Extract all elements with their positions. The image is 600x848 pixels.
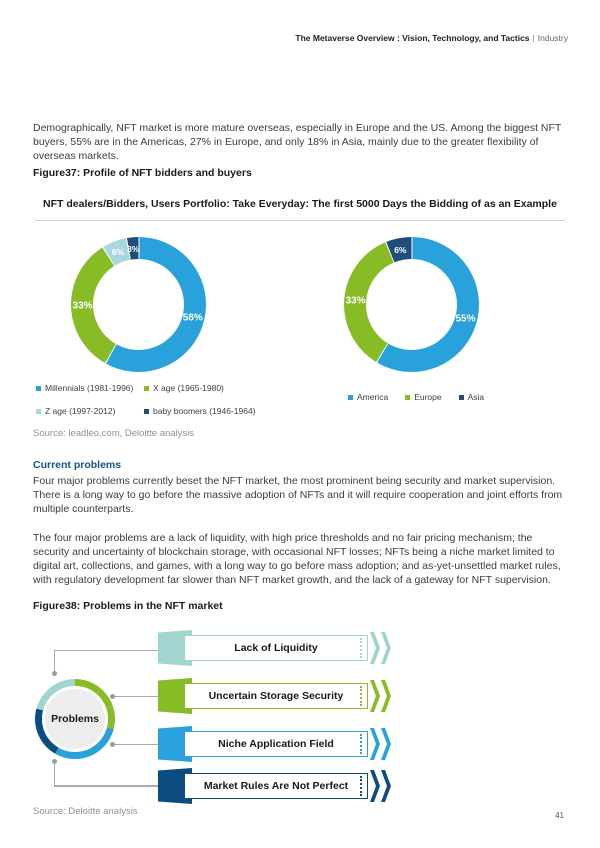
- header-section: Industry: [537, 33, 568, 43]
- figure38-source: Source: Deloitte analysis: [33, 806, 138, 817]
- connector-line: [54, 785, 158, 787]
- legend-item: [405, 392, 441, 402]
- chevron-icon: [370, 632, 380, 664]
- figure37-chart: [33, 196, 567, 426]
- donut-data-label: 6%: [111, 247, 125, 258]
- page-header: [295, 33, 568, 43]
- legend-marker-icon: [36, 409, 41, 414]
- header-separator: |: [532, 33, 535, 43]
- donut-data-label: 33%: [72, 300, 93, 312]
- banner-label: Lack of Liquidity: [184, 635, 368, 661]
- current-problems-heading: Current problems: [33, 459, 122, 471]
- chart-title: NFT dealers/Bidders, Users Portfolio: Take Everyday: The first 5000 Days the Bidding of as an Example: [43, 198, 557, 210]
- legend-marker-icon: [459, 395, 464, 400]
- donut-data-label: 55%: [455, 313, 476, 325]
- dotted-line: [360, 734, 362, 754]
- problems-paragraph-1: Four major problems currently beset the NFT market, the most prominent being security and market supervision. There is a long way to go before the massive adoption of NFTs and it will require cooperation and joint efforts from multiple counterparts.: [33, 475, 563, 515]
- donut-hole: [93, 259, 184, 350]
- donut-chart-demographics: [71, 237, 206, 372]
- legend-item: [36, 383, 144, 393]
- legend-item: [144, 383, 224, 393]
- banner-label: Market Rules Are Not Perfect: [184, 773, 368, 799]
- problems-paragraph-2: The four major problems are a lack of liquidity, with high price thresholds and no fair pricing mechanism; the security and uncertainty of blockchain storage, with occasional NFT losses; NFTs being a niche market limited to digital art, collections, and games, with a long way to go before mass adoption; and as-yet-unsettled market rules, with regulatory development far slower than NFT market growth, and the lack of a gateway for NFT supervision.: [33, 532, 561, 586]
- legend-label: America: [357, 392, 389, 402]
- page-number: 41: [555, 811, 564, 820]
- problem-banner-rules: [158, 768, 390, 804]
- legend-item: [459, 392, 485, 402]
- connector-line: [54, 650, 56, 673]
- donut-data-label: 58%: [182, 312, 203, 324]
- chevron-icon: [370, 770, 380, 802]
- legend-marker-icon: [348, 395, 353, 400]
- dotted-line: [360, 638, 362, 658]
- banner-label: Uncertain Storage Security: [184, 683, 368, 709]
- donut-data-label: 3%: [127, 243, 140, 254]
- header-title: The Metaverse Overview : Vision, Technology, and Tactics: [295, 33, 530, 43]
- connector-line: [54, 650, 158, 652]
- legend-marker-icon: [36, 386, 41, 391]
- legend-label: Europe: [414, 392, 442, 402]
- legend-demographics: [36, 383, 256, 429]
- chevron-icon: [370, 680, 380, 712]
- figure37-source: Source: leadleo.com, Deloitte analysis: [33, 428, 195, 439]
- figure37-caption: Figure37: Profile of NFT bidders and buyers: [33, 167, 252, 179]
- dotted-line: [360, 776, 362, 796]
- donut-data-label: 33%: [345, 295, 366, 307]
- problem-banner-liquidity: [158, 630, 390, 666]
- title-rule: [35, 220, 565, 221]
- problems-hub-label: Problems: [42, 686, 108, 752]
- legend-item: [348, 392, 388, 402]
- legend-regions: [348, 392, 501, 402]
- legend-marker-icon: [144, 409, 149, 414]
- legend-label: X age (1965-1980): [153, 383, 224, 393]
- legend-label: baby boomers (1946-1964): [153, 406, 256, 416]
- connector-line: [112, 696, 158, 698]
- legend-label: Millennials (1981-1996): [45, 383, 134, 393]
- connector-line: [54, 762, 56, 786]
- connector-line: [112, 744, 158, 746]
- legend-label: Z age (1997-2012): [45, 406, 116, 416]
- problem-banner-application: [158, 726, 390, 762]
- problem-banner-storage: [158, 678, 390, 714]
- chevron-icon: [370, 728, 380, 760]
- figure38-diagram: [30, 622, 575, 808]
- connector-dot: [110, 694, 115, 699]
- donut-hole: [366, 259, 457, 350]
- banner-label: Niche Application Field: [184, 731, 368, 757]
- legend-item: [144, 406, 256, 416]
- legend-marker-icon: [144, 386, 149, 391]
- donut-chart-regions: [344, 237, 479, 372]
- chevron-icon: [381, 728, 391, 760]
- connector-dot: [110, 742, 115, 747]
- dotted-line: [360, 686, 362, 706]
- figure38-caption: Figure38: Problems in the NFT market: [33, 600, 223, 612]
- chevron-icon: [381, 632, 391, 664]
- legend-label: Asia: [467, 392, 485, 402]
- legend-marker-icon: [405, 395, 410, 400]
- donut-data-label: 6%: [394, 244, 407, 255]
- chevron-icon: [381, 770, 391, 802]
- chevron-icon: [381, 680, 391, 712]
- legend-item: [36, 406, 144, 416]
- connector-dot: [52, 671, 57, 676]
- intro-paragraph: Demographically, NFT market is more mature overseas, especially in Europe and the US. Among the biggest NFT buyers, 55% are in the Americas, 27% in Europe, and only 18% in Asia, mainly due to the greater flexibility of overseas markets.: [33, 122, 562, 162]
- problems-hub: [35, 679, 115, 759]
